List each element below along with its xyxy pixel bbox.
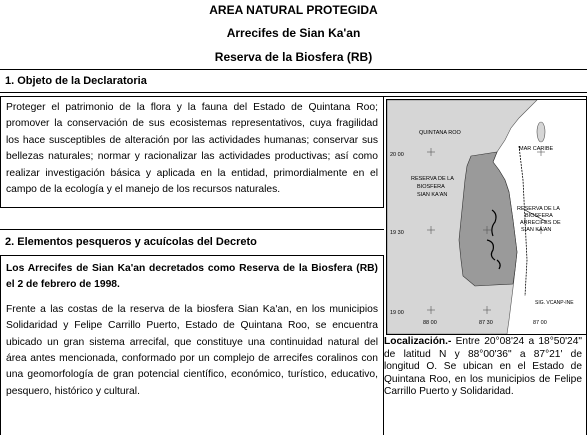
longitude-label: 87 00: [533, 320, 547, 326]
island: [537, 122, 545, 142]
location-text: Entre 20°08'24 a 18°50'24" de latitud N y 88°00'36" a 87°21' de longitud O. Se ubican en el Estado de Quintana Roo, en los municipios de Felipe Carrillo Puerto y Solidaridad.: [384, 336, 582, 397]
divider: [0, 69, 587, 70]
divider: [0, 92, 587, 93]
map-label: SIAN KA'AN: [417, 192, 448, 198]
map-label: MAR CARIBE: [519, 146, 554, 152]
objective-box: [0, 96, 384, 208]
location-label: Localización.-: [384, 336, 452, 347]
longitude-label: 88 00: [423, 320, 437, 326]
map-label: RESERVA DE LA: [517, 206, 560, 212]
map-graphic: [387, 100, 586, 334]
latitude-label: 19 30: [390, 230, 404, 236]
latitude-label: 19 00: [390, 310, 404, 316]
reserve-area: [459, 152, 517, 286]
map-label: ARRECIFES DE: [520, 220, 561, 226]
doc-title: AREA NATURAL PROTEGIDA: [209, 3, 378, 17]
longitude-label: 87 30: [479, 320, 493, 326]
section1-title: 1. Objeto de la Declaratoria: [5, 75, 147, 87]
area-category: Reserva de la Biosfera (RB): [214, 50, 373, 64]
decree-text: Los Arrecifes de Sian Ka'an decretados como Reserva de la Biosfera (RB) el 2 de febrero de 1998.: [6, 263, 378, 291]
map-label: BIOSFERA: [417, 184, 445, 190]
map-label: RESERVA DE LA: [411, 176, 454, 182]
section2-title: 2. Elementos pesqueros y acuícolas del Decreto: [5, 236, 257, 248]
map-label: SIAN KA'AN: [521, 227, 552, 233]
location-map: [386, 99, 587, 335]
divider: [0, 229, 384, 230]
fishery-box: [0, 255, 384, 435]
divider: [384, 96, 587, 97]
map-label: BIOSFERA: [525, 213, 553, 219]
objective-text: Proteger el patrimonio de la flora y la fauna del Estado de Quintana Roo; promover la conservación de sus ecosistemas representativos, cuya fragilidad los hace susceptibles de alteración por las actividades humanas; conservar sus bellezas naturales; normar y racionalizar las actividades productivas; así como realizar investigación básica y aplicada en la entidad, primordialmente en el campo de la ecología y el manejo de los recursos naturales.: [6, 102, 378, 196]
latitude-label: 20 00: [390, 152, 404, 158]
map-source: SIG. VCANP-INE: [535, 300, 574, 306]
fishery-text: Frente a las costas de la reserva de la biosfera Sian Ka'an, en los municipios Solidaridad y Felipe Carrillo Puerto, Estado de Quintana Roo, se encuentra ubicado un gran sistema arrecifal, que constituye una continuidad natural del área antes mencionada, conformado por un complejo de arrecifes coralinos con una geomorfología de gran potencial científico, económico, turístico, educativo, pesquero, histórico y cultural.: [6, 303, 378, 397]
area-name: Arrecifes de Sian Ka'an: [226, 26, 361, 40]
map-label: QUINTANA ROO: [419, 130, 461, 136]
location-block: [384, 336, 582, 399]
